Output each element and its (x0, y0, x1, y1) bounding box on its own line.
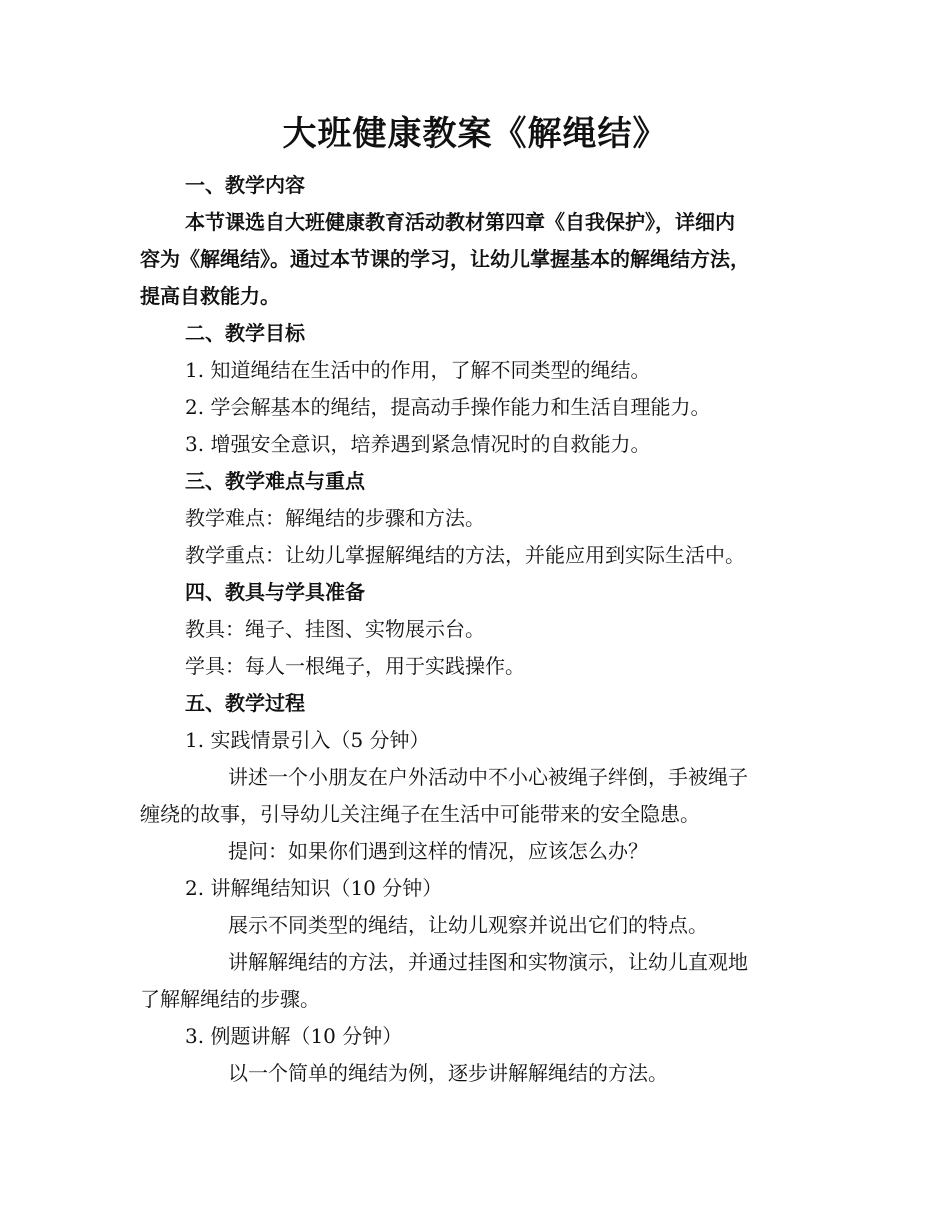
content-paragraph-line-1: 本节课选自大班健康教育活动教材第四章《自我保护》，详细内 (185, 210, 735, 234)
content-paragraph-line-3: 提高自救能力。 (140, 284, 280, 308)
step-1-question: 提问：如果你们遇到这样的情况，应该怎么办？ (228, 839, 648, 863)
section-heading-process: 五、教学过程 (185, 691, 305, 715)
step-2-paragraph-1: 展示不同类型的绳结，让幼儿观察并说出它们的特点。 (228, 913, 708, 937)
step-3-paragraph-1: 以一个简单的绳结为例，逐步讲解解绳结的方法。 (228, 1061, 668, 1085)
step-1-paragraph-line-1: 讲述一个小朋友在户外活动中不小心被绳子绊倒，手被绳子 (228, 765, 748, 789)
teaching-focus: 教学重点：让幼儿掌握解绳结的方法，并能应用到实际生活中。 (185, 543, 745, 567)
objective-item-2: 2. 学会解基本的绳结，提高动手操作能力和生活自理能力。 (185, 395, 711, 419)
content-paragraph-line-2: 容为《解绳结》。通过本节课的学习，让幼儿掌握基本的解绳结方法， (140, 247, 750, 271)
step-1-paragraph-line-2: 缠绕的故事，引导幼儿关注绳子在生活中可能带来的安全隐患。 (140, 802, 700, 826)
teacher-materials: 教具：绳子、挂图、实物展示台。 (185, 617, 485, 641)
process-step-2-title: 2. 讲解绳结知识（10 分钟） (185, 876, 443, 900)
step-2-paragraph-2-line-2: 了解解绳结的步骤。 (140, 987, 320, 1011)
section-heading-materials: 四、教具与学具准备 (185, 580, 365, 604)
process-step-3-title: 3. 例题讲解（10 分钟） (185, 1024, 403, 1048)
section-heading-objectives: 二、教学目标 (185, 321, 305, 345)
student-materials: 学具：每人一根绳子，用于实践操作。 (185, 654, 525, 678)
page-title: 大班健康教案《解绳结》 (282, 114, 668, 154)
teaching-difficulty: 教学难点：解绳结的步骤和方法。 (185, 506, 485, 530)
objective-item-3: 3. 增强安全意识，培养遇到紧急情况时的自救能力。 (185, 432, 651, 456)
process-step-1-title: 1. 实践情景引入（5 分钟） (185, 728, 430, 752)
section-heading-content: 一、教学内容 (185, 173, 305, 197)
objective-item-1: 1. 知道绳结在生活中的作用，了解不同类型的绳结。 (185, 358, 651, 382)
step-2-paragraph-2-line-1: 讲解解绳结的方法，并通过挂图和实物演示，让幼儿直观地 (228, 950, 748, 974)
section-heading-key-points: 三、教学难点与重点 (185, 469, 365, 493)
